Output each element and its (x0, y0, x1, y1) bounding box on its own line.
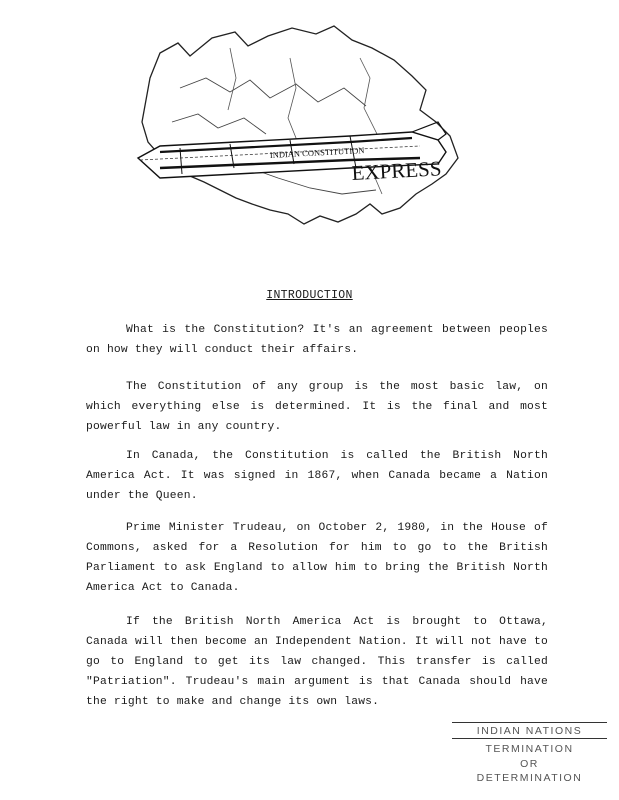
stamp-line-4: DETERMINATION (476, 772, 583, 784)
page-title: INTRODUCTION (266, 289, 353, 302)
stamp-line-3: OR (520, 758, 539, 770)
logo-title: EXPRESS (351, 156, 443, 185)
paragraph-1: What is the Constitution? It's an agreement between peoples on how they will conduct their affairs. (86, 324, 548, 356)
canada-map-train-logo (120, 18, 470, 238)
paragraph-3: In Canada, the Constitution is called the British North America Act. It was signed in 1867, when Canada became a Nation under the Queen. (86, 450, 548, 502)
paragraph-5: If the British North America Act is brought to Ottawa, Canada will then become an Independent Nation. It will not have to go to England to get its law changed. This transfer is called "Patriation". Trudeau's main argument is that Canada should have the right to make and change its own laws. (86, 616, 548, 708)
paragraph-4: Prime Minister Trudeau, on October 2, 1980, in the House of Commons, asked for a Resolution for him to go to the British Parliament to ask England to allow him to bring the British North America Act to Canada. (86, 522, 548, 594)
logo-subtitle: INDIAN CONSTITUTION (269, 145, 365, 160)
stamp-line-1: INDIAN NATIONS (476, 725, 583, 737)
canada-map-outline (142, 26, 458, 224)
paragraph-2: The Constitution of any group is the most basic law, on which everything else is determined. It is the final and most powerful law in any country. (86, 381, 548, 433)
stamp-box (452, 722, 607, 792)
stamp-line-2: TERMINATION (485, 743, 574, 755)
